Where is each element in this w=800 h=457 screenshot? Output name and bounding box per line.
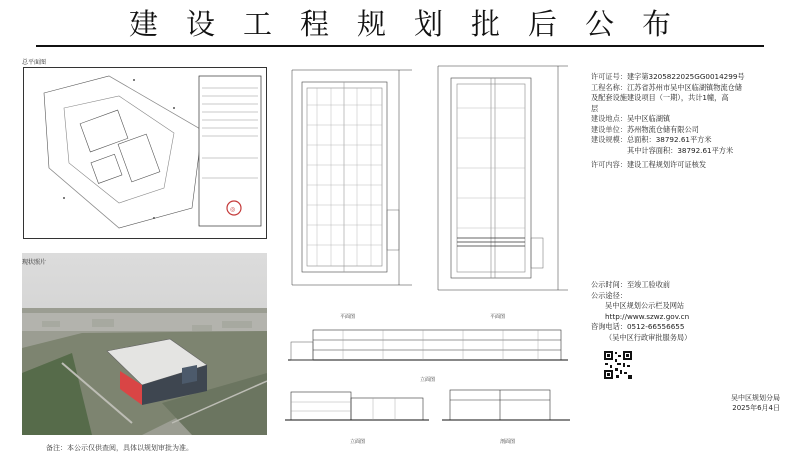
- info-row: 建设规模：总面积：38792.61平方米: [591, 135, 712, 144]
- photo-caption: 备注：本公示仅供查阅，具体以规划审批为准。: [46, 444, 193, 452]
- floor-plan-1[interactable]: [287, 60, 417, 295]
- photo-label: 现状照片: [22, 259, 47, 266]
- announcement-info: [591, 280, 791, 344]
- aerial-photo[interactable]: [22, 253, 267, 435]
- signature-block: [680, 393, 780, 413]
- title-divider: [36, 45, 764, 47]
- site-plan-label: 总平面图: [22, 59, 47, 66]
- elevation-drawing-1[interactable]: [283, 322, 573, 372]
- announce-channel: 吴中区规划公示栏及网站: [605, 301, 685, 311]
- floor-plan-1-label: 平面图: [340, 314, 356, 320]
- elevation-1-label: 立面图: [420, 377, 436, 383]
- section-label: 剖面图: [500, 439, 516, 445]
- site-plan-drawing[interactable]: [23, 67, 267, 239]
- info-row: 其中计容面积：38792.61平方米: [627, 145, 734, 155]
- issuing-org: 吴中区规划分局: [731, 394, 780, 402]
- svg-text:◎: ◎: [230, 206, 236, 213]
- announce-website-link[interactable]: http://www.szwz.gov.cn: [605, 311, 690, 321]
- info-row: 建设单位：苏州物流仓储有限公司: [591, 124, 699, 134]
- info-row: 及配套设施建设项目（一期），共计1幢，高: [591, 93, 729, 102]
- info-row: 建设地点：吴中区临湖镇: [591, 114, 671, 123]
- floor-plan-2-label: 平面图: [490, 314, 506, 320]
- qr-code-icon[interactable]: [603, 350, 633, 380]
- info-row: 许可证号：建字第3205822025GG0014299号: [591, 72, 745, 81]
- info-row: 许可内容：建设工程规划许可证核发: [591, 160, 707, 169]
- announce-phone-note: （吴中区行政审批服务局）: [605, 332, 692, 342]
- info-row: 层: [591, 103, 599, 113]
- permit-info: [591, 72, 791, 171]
- issue-date: 2025年6月4日: [732, 404, 780, 412]
- elevation-drawing-2[interactable]: [283, 384, 431, 432]
- floor-plan-2[interactable]: [433, 58, 573, 298]
- announce-period: 公示时间：至竣工验收前: [591, 280, 671, 289]
- elevation-2-label: 立面图: [350, 439, 366, 445]
- announce-phone: 咨询电话：0512-66556655: [591, 322, 685, 332]
- page-title: 建设工程规划批后公布: [128, 6, 699, 41]
- announce-channels-title: 公示途径：: [591, 290, 627, 300]
- info-row: 工程名称：江苏省苏州市吴中区临湖镇物流仓储: [591, 82, 742, 92]
- section-drawing[interactable]: [440, 384, 572, 432]
